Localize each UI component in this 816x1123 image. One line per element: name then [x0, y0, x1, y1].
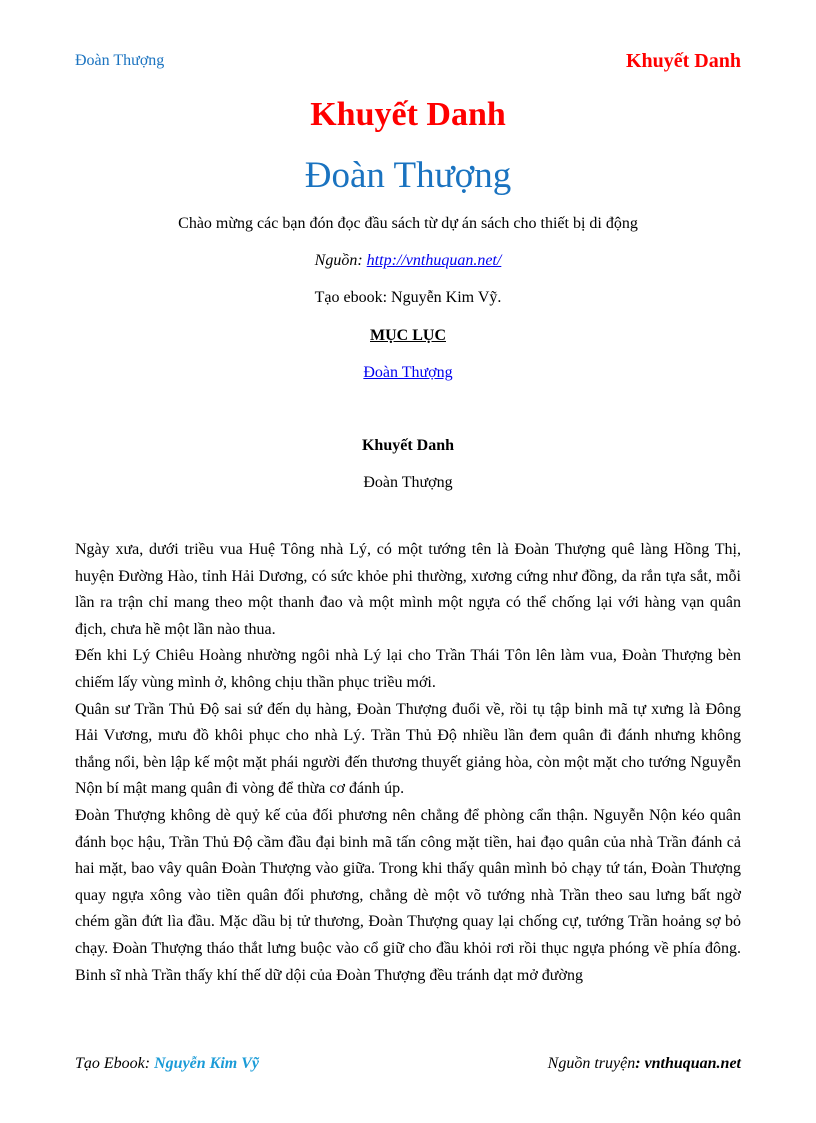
welcome-text: Chào mừng các bạn đón đọc đầu sách từ dự án sách cho thiết bị di động: [178, 215, 638, 232]
toc-heading: MỤC LỤC: [370, 327, 446, 344]
book-subtitle: Đoàn Thượng: [304, 155, 512, 196]
ebook-credit: Tạo ebook: Nguyễn Kim Vỹ.: [314, 289, 502, 306]
header-left-title: Đoàn Thượng: [75, 52, 165, 69]
source-label: Nguồn:: [314, 252, 367, 269]
page-header: [75, 50, 741, 74]
footer-ebook-credit: [75, 1055, 259, 1073]
section-subtitle: Đoàn Thượng: [363, 474, 453, 491]
section-title: Khuyết Danh: [361, 437, 455, 454]
story-paragraph: Quân sư Trần Thủ Độ sai sứ đến dụ hàng, Đoàn Thượng đuổi về, rồi tụ tập binh mã tự xưng là Đông Hải Vương, mưu đồ khôi phục cho nhà Lý. Trần Thủ Độ nhiều lần đem quân đi đánh nhưng không thắng nổi, bèn lập kế một mặt phái người đến thương thuyết giảng hòa, còn một mặt cho tướng Nguyễn Nộn bí mật mang quân đi vòng để thừa cơ đánh úp.: [75, 700, 741, 798]
footer-source-sep: :: [635, 1055, 645, 1072]
source-link[interactable]: http://vnthuquan.net/: [366, 252, 502, 269]
footer-ebook-label: Tạo Ebook: [75, 1055, 145, 1072]
source-line: [0, 252, 816, 270]
book-title: Khuyết Danh: [310, 96, 506, 133]
footer-source-label: Nguồn truyện: [547, 1055, 636, 1072]
header-right-title: Khuyết Danh: [625, 50, 741, 72]
footer-ebook-sep: :: [144, 1055, 155, 1072]
footer-ebook-name: Nguyễn Kim Vỹ: [154, 1055, 259, 1072]
story-paragraph: Đến khi Lý Chiêu Hoàng nhường ngôi nhà Lý lại cho Trần Thái Tôn lên làm vua, Đoàn Thượng bèn chiếm lấy vùng mình ở, không chịu thần phục triều mới.: [75, 647, 741, 691]
page-footer: [75, 1055, 741, 1077]
story-paragraph: Ngày xưa, dưới triều vua Huệ Tông nhà Lý, có một tướng tên là Đoàn Thượng quê làng Hồng Thị, huyện Đường Hào, tỉnh Hải Dương, có sức khỏe phi thường, xương cứng như đồng, da rắn tựa sắt, mỗi lần ra trận chỉ mang theo một thanh đao và một mình một ngựa có thể chống lại với hàng vạn quân địch, chưa hề một lần nào thua.: [75, 541, 741, 638]
footer-source: [548, 1055, 741, 1073]
toc-link-doan-thuong[interactable]: Đoàn Thượng: [363, 364, 453, 381]
story-paragraph: Đoàn Thượng không dè quỷ kế của đối phương nên chẳng để phòng cẩn thận. Nguyễn Nộn kéo quân đánh bọc hậu, Trần Thủ Độ cầm đầu đại binh mã tấn công mặt tiền, hai đạo quân của nhà Trần đánh cả hai mặt, bao vây quân Đoàn Thượng vào giữa. Trong khi thấy quân mình bỏ chạy tứ tán, Đoàn Thượng quay ngựa xông vào tiền quân đối phương, chẳng dè một võ tướng nhà Trần theo sau lưng bất ngờ chém gần đứt lìa đầu. Mặc dầu bị tử thương, Đoàn Thượng quay lại chống cự, tướng Trần hoảng sợ bỏ chạy. Đoàn Thượng tháo thắt lưng buộc vào cổ giữ cho đầu khỏi rơi rồi thục ngựa phóng về phía đông. Binh sĩ nhà Trần thấy khí thế dữ dội của Đoàn Thượng đều tránh dạt mở đường: [75, 806, 741, 984]
footer-source-site: vnthuquan.net: [644, 1055, 741, 1072]
story-body: [75, 537, 741, 989]
